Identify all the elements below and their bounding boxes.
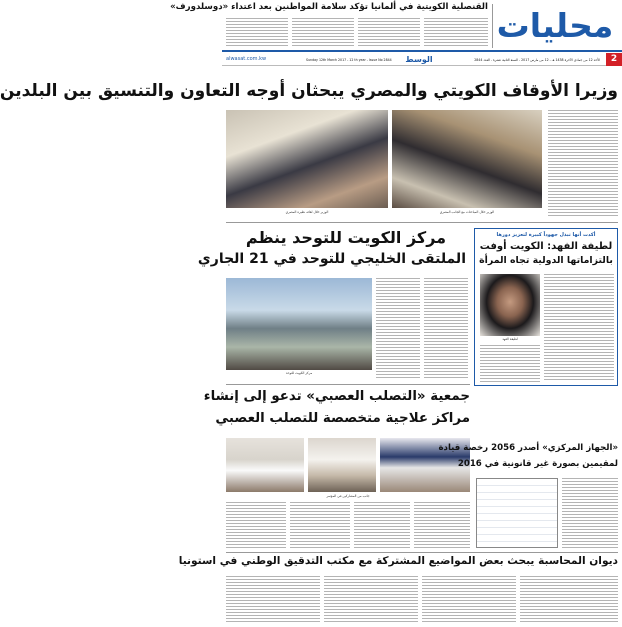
- tawhid-caption: مركز الكويت للتوحد: [285, 371, 313, 375]
- latifa-headline-line-1: لطيفة الفهد: الكويت أوفت: [479, 241, 613, 252]
- tawhid-photo: [226, 278, 372, 370]
- sclerosis-headline-line-1: جمعية «التصلب العصبي» تدعو إلى إنشاء: [203, 389, 470, 404]
- sclerosis-text-col-1: [226, 502, 286, 548]
- page-number-box: 2: [606, 53, 622, 66]
- bottom-story-text-col-4: [520, 576, 618, 624]
- central-agency-table: [476, 478, 558, 548]
- central-agency-headline-line-1: «الجهاز المركزي» أصدر 2056 رخصة قيادة: [438, 443, 618, 453]
- section-divider-1: [226, 222, 618, 223]
- top-story-text-col-1: [226, 18, 288, 48]
- central-agency-headline-line-2: لمقيمين بصورة غير قانونية في 2016: [457, 459, 618, 469]
- top-story-text-col-4: [424, 18, 488, 48]
- bottom-story-headline: ديوان المحاسبة يبحث بعض المواضيع المشتركة مع مكتب التدقيق الوطني في استونيا: [178, 555, 618, 567]
- date-strip: [222, 53, 622, 66]
- tawhid-text-col-1: [376, 278, 420, 378]
- main-story-caption-right: الوزير خلال المباحثات مع الجانب المصري: [439, 210, 495, 214]
- latifa-kicker: أكدت أنها تبذل جهوداً كبيرة لتعزيز دورها: [496, 232, 596, 238]
- latifa-headline-line-2: بالتزاماتها الدولية تجاه المرأة: [479, 255, 613, 266]
- sclerosis-text-col-4: [414, 502, 470, 548]
- sclerosis-text-col-3: [354, 502, 410, 548]
- main-story-caption-left: الوزير خلال لقائه نظيره المصري: [285, 210, 329, 214]
- bottom-story-text-col-1: [226, 576, 320, 624]
- arabic-date: الأحد 12 من جمادى الآخرة 1438 هـ - 12 من مارس 2017 - السنة الثانية عشرة - العدد 2844: [474, 58, 600, 62]
- top-story-text-col-2: [292, 18, 354, 48]
- central-agency-text-col-1: [562, 478, 618, 548]
- masthead-separator: [492, 4, 493, 48]
- sclerosis-caption: جانب من المشاركين في المؤتمر: [326, 494, 370, 498]
- top-story-text-col-3: [358, 18, 420, 48]
- bottom-story-text-col-2: [324, 576, 418, 624]
- section-divider-2: [226, 384, 470, 385]
- latifa-text-col-2: [480, 345, 540, 382]
- main-story-headline: وزيرا الأوقاف الكويتي والمصري يبحثان أوجه التعاون والتنسيق بين البلدين: [0, 81, 618, 101]
- sclerosis-headline-line-2: مراكز علاجية متخصصة للتصلب العصبي: [215, 411, 470, 426]
- main-story-text-col: [548, 110, 618, 218]
- paper-name: الوسط: [405, 55, 433, 64]
- latifa-photo: [480, 274, 540, 336]
- website-link[interactable]: alwasat.com.kw: [226, 56, 267, 62]
- sclerosis-photo-middle: [308, 438, 376, 492]
- tawhid-headline-line-1: مركز الكويت للتوحد ينظم: [245, 228, 447, 247]
- top-story-headline: القنصلية الكويتية في ألمانيا تؤكد سلامة المواطنين بعد اعتداء «دوسلدورف»: [170, 2, 488, 12]
- latifa-caption: لطيفة الفهد: [502, 337, 518, 341]
- bottom-story-text-col-3: [422, 576, 516, 624]
- section-divider-3: [226, 552, 618, 553]
- masthead: [170, 0, 622, 52]
- main-story-photo-left: [226, 110, 388, 208]
- sclerosis-photo-left: [226, 438, 304, 492]
- sclerosis-text-col-2: [290, 502, 350, 548]
- latifa-text-col-1: [544, 274, 614, 382]
- tawhid-headline-line-2: الملتقى الخليجي للتوحد في 21 الجاري: [197, 251, 466, 267]
- main-story-photo-right: [392, 110, 542, 208]
- tawhid-text-col-2: [424, 278, 468, 378]
- english-date: Sunday 12th March 2017 - 12 th year - Issue No 2844: [306, 58, 392, 62]
- section-logo: محليات: [496, 6, 614, 45]
